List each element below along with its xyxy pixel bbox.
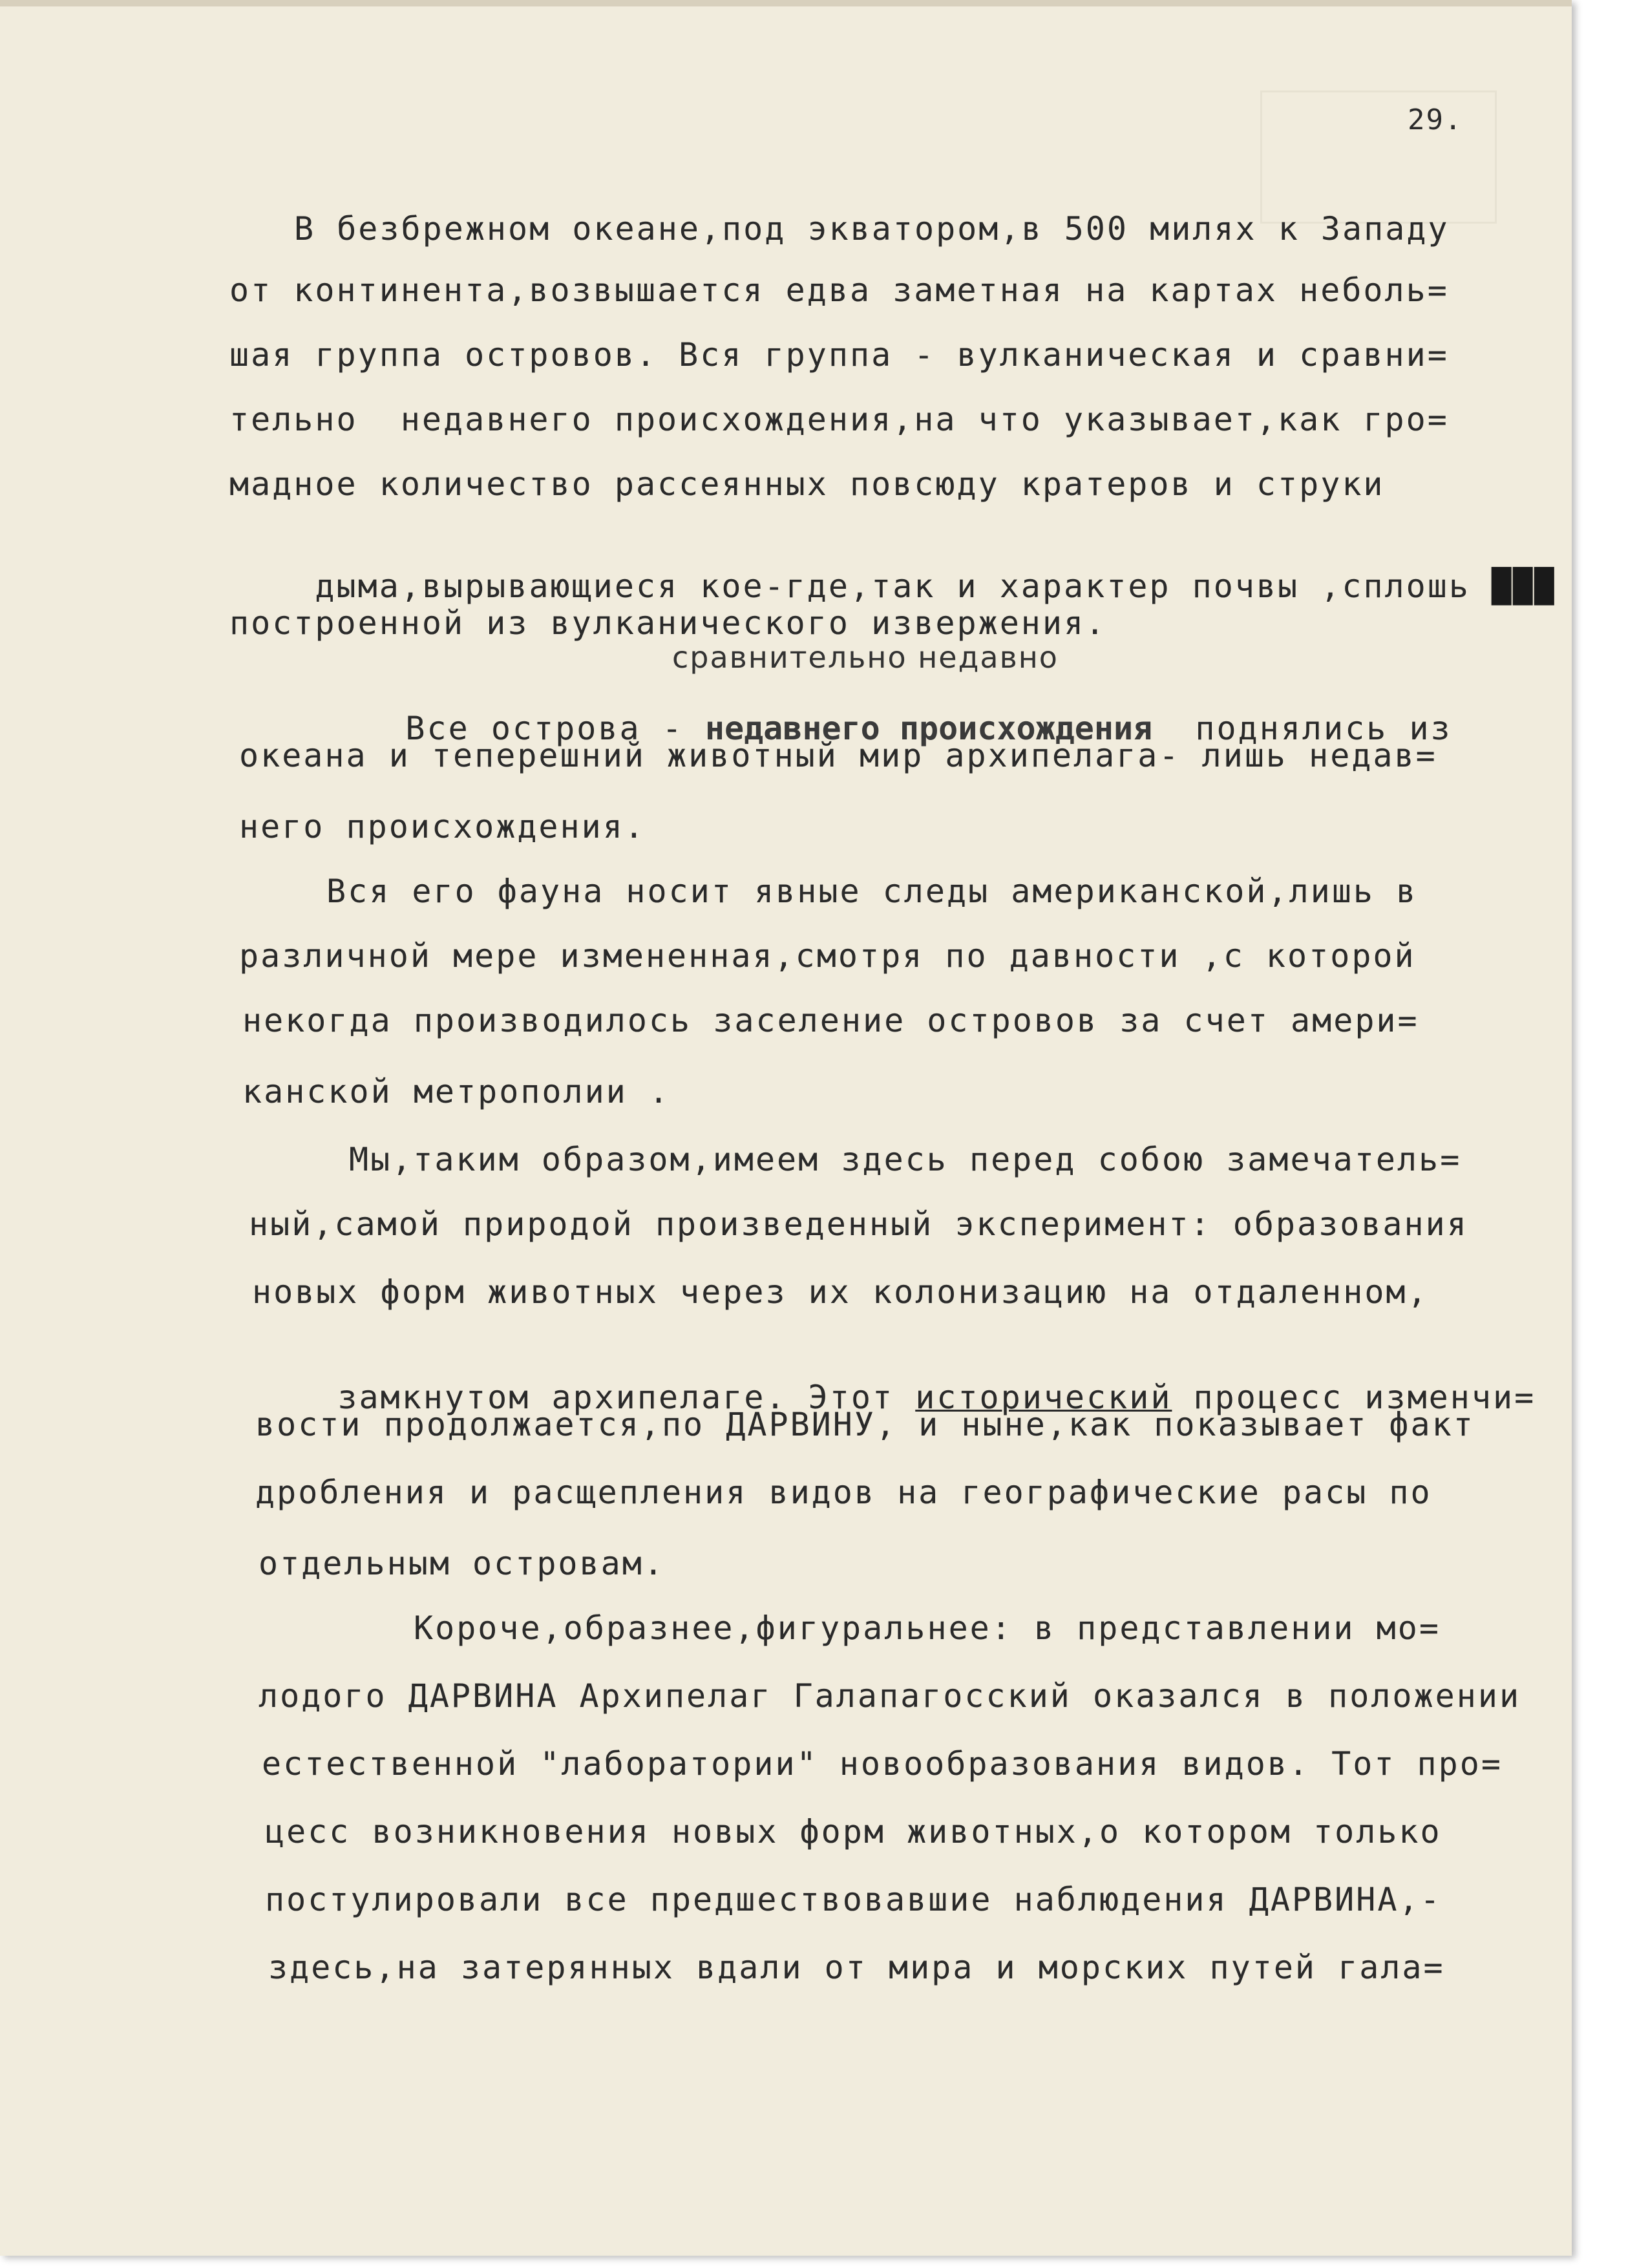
text-line: различной мере измененная,смотря по давности ,с которой — [239, 937, 1416, 975]
handwritten-insertion: сравнительно недавно — [672, 640, 1059, 675]
struck-out-text: недавнего происхождения — [704, 710, 1153, 747]
text-line: построенной из вулканического извержения. — [229, 604, 1107, 642]
text-line: цесс возникновения новых форм животных,о котором только — [265, 1813, 1442, 1850]
text-line: канской метрополии . — [242, 1073, 671, 1110]
text-line: ный,самой природой произведенный эксперимент: образования — [249, 1205, 1468, 1243]
text-line: Вся его фауна носит явные следы американской,лишь в — [326, 873, 1418, 910]
text-line: него происхождения. — [239, 808, 646, 845]
text-line: В безбрежном океане,под экватором,в 500 милях к Западу — [294, 210, 1450, 248]
text-segment: замкнутом архипелаге. Этот — [337, 1379, 916, 1416]
text-line: вости продолжается,по ДАРВИНУ, и ныне,как показывает факт — [255, 1406, 1475, 1443]
text-segment: дыма,вырывающиеся кое-где,так и характер почвы ,сплошь — [315, 567, 1492, 605]
text-segment: Все острова - — [405, 710, 705, 747]
underlined-word: исторический — [915, 1379, 1172, 1416]
text-line: шая группа островов. Вся группа - вулканическая и сравни= — [229, 336, 1449, 374]
text-segment: поднялись из — [1152, 710, 1452, 747]
sheet-edge — [0, 0, 1572, 6]
text-line: здесь,на затерянных вдали от мира и морских путей гала= — [268, 1949, 1445, 1986]
text-line: некогда производилось заселение островов за счет амери= — [242, 1002, 1419, 1039]
text-line: лодого ДАРВИНА Архипелаг Галапагосский оказался в положении — [259, 1677, 1521, 1715]
text-line: океана и теперешний животный мир архипелага- лишь недав= — [239, 737, 1437, 774]
overtyped-mark: ███ — [1492, 567, 1556, 605]
text-line: мадное количество рассеянных повсюду кратеров и струки — [229, 465, 1385, 503]
text-segment: процесс изменчи= — [1172, 1379, 1536, 1416]
text-line: дробления и расщепления видов на географические расы по — [255, 1474, 1432, 1511]
text-line: от континента,возвышается едва заметная на картах неболь= — [229, 271, 1449, 309]
text-line: Короче,образнее,фигуральнее: в представлении мо= — [414, 1609, 1441, 1647]
text-line: новых форм животных через их колонизацию на отдаленном, — [252, 1273, 1429, 1311]
text-line: постулировали все предшествовавшие наблюдения ДАРВИНА,- — [265, 1881, 1442, 1918]
page-number: 29. — [1408, 103, 1463, 136]
text-line: естественной "лаборатории" новообразования видов. Тот про= — [262, 1745, 1503, 1783]
text-line: отдельным островам. — [259, 1545, 665, 1582]
text-line: Мы,таким образом,имеем здесь перед собою замечатель= — [349, 1141, 1462, 1178]
text-line: тельно недавнего происхождения,на что указывает,как гро= — [229, 401, 1449, 438]
